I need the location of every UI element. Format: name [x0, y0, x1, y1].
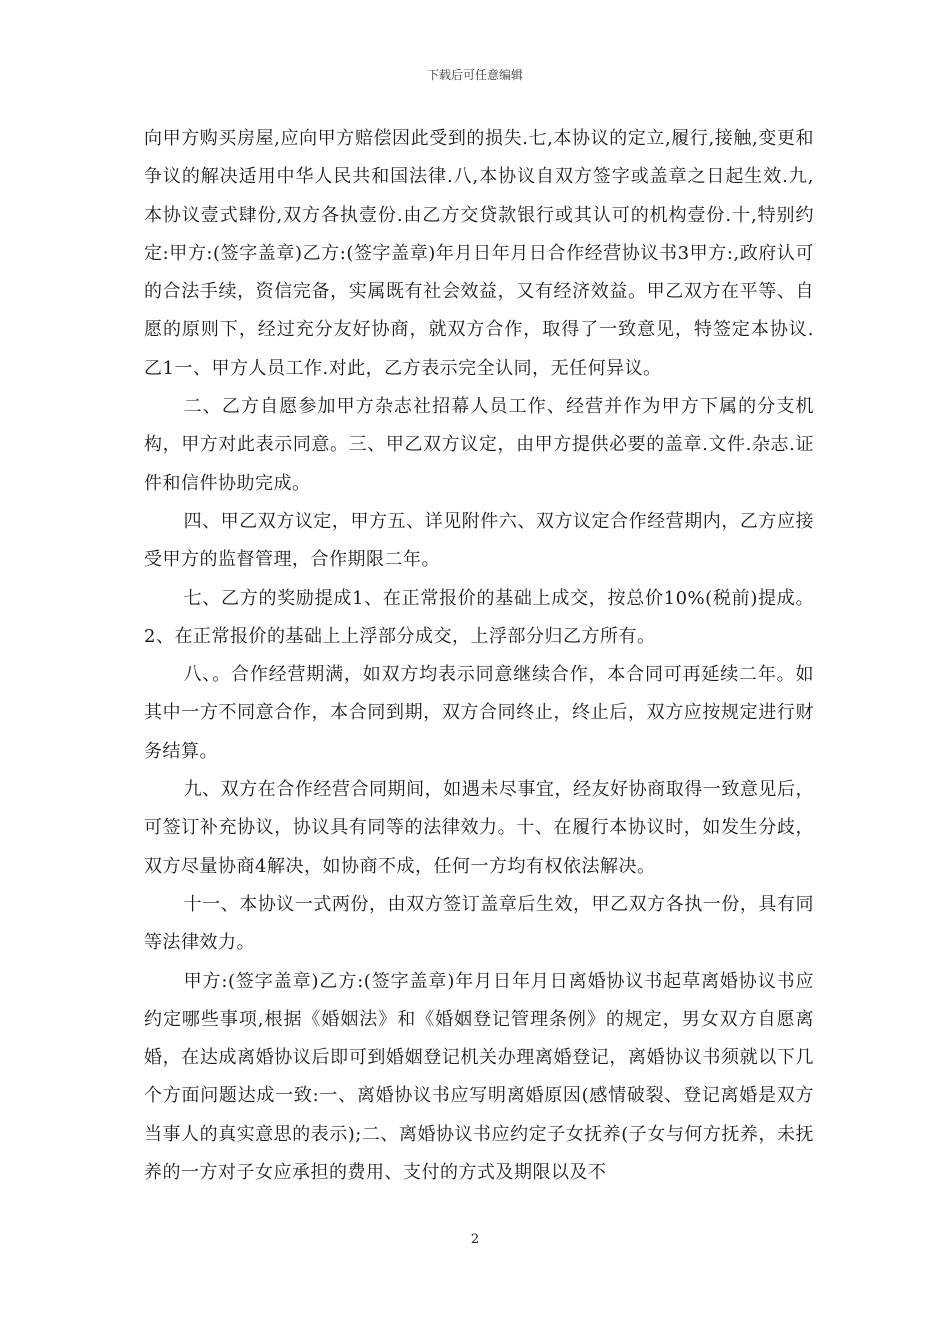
page-number: 2 — [470, 1232, 480, 1247]
page-header: 下载后可任意编辑 — [426, 68, 523, 82]
paragraph-2: 二、乙方自愿参加甲方杂志社招幕人员工作、经营并作为甲方下属的分支机构，甲方对此表示同意。三、甲乙双方议定，由甲方提供必要的盖章.文件.杂志.证件和信件协助完成。 — [144, 396, 814, 494]
paragraph-6: 九、双方在合作经营合同期间，如遇未尽事宜，经友好协商取得一致意见后，可签订补充协议，协议具有同等的法律效力。十、在履行本协议时，如发生分歧，双方尽量协商4解决，如协商不成，任何一方均有权依法解决。 — [144, 779, 814, 877]
paragraph-7: 十一、本协议一式两份，由双方签订盖章后生效，甲乙双方各执一份，具有同等法律效力。 — [144, 893, 814, 954]
paragraph-4: 七、乙方的奖励提成1、在正常报价的基础上成交，按总价10%(税前)提成。2、在正常报价的基础上上浮部分成交，上浮部分归乙方所有。 — [144, 587, 814, 647]
paragraph-1: 向甲方购买房屋,应向甲方赔偿因此受到的损失.七,本协议的定立,履行,接触,变更和争议的解决适用中华人民共和国法律.八,本协议自双方签字或盖章之日起生效.九,本协议壹式肆份,双方各执壹份.由乙方交贷款银行或其认可的机构壹份.十,特别约定:甲方:(签字盖章)乙方:(签字盖章)年月日年月日合作经营协议书3甲方:,政府认可的合法手续，资信完备，实属既有社会效益，又有经济效益。甲乙双方在平等、自愿的原则下，经过充分友好协商，就双方合作，取得了一致意见，特签定本协议.乙1一、甲方人员工作.对此，乙方表示完全认同，无任何异议。 — [144, 128, 814, 379]
document-body — [144, 120, 814, 1192]
paragraph-8: 甲方:(签字盖章)乙方:(签字盖章)年月日年月日离婚协议书起草离婚协议书应约定哪些事项,根据《婚姻法》和《婚姻登记管理条例》的规定，男女双方自愿离婚，在达成离婚协议后即可到婚姻登记机关办理离婚登记，离婚协议书须就以下几个方面问题达成一致:一、离婚协议书应写明离婚原因(感情破裂、登记离婚是双方当事人的真实意思的表示);二、离婚协议书应约定子女抚养(子女与何方抚养，未抚养的一方对子女应承担的费用、支付的方式及期限以及不 — [144, 970, 814, 1184]
paragraph-5: 八、。合作经营期满，如双方均表示同意继续合作，本合同可再延续二年。如其中一方不同意合作，本合同到期，双方合同终止，终止后，双方应按规定进行财务结算。 — [144, 664, 814, 762]
paragraph-3: 四、甲乙双方议定，甲方五、详见附件六、双方议定合作经营期内，乙方应接受甲方的监督管理，合作期限二年。 — [144, 510, 814, 571]
